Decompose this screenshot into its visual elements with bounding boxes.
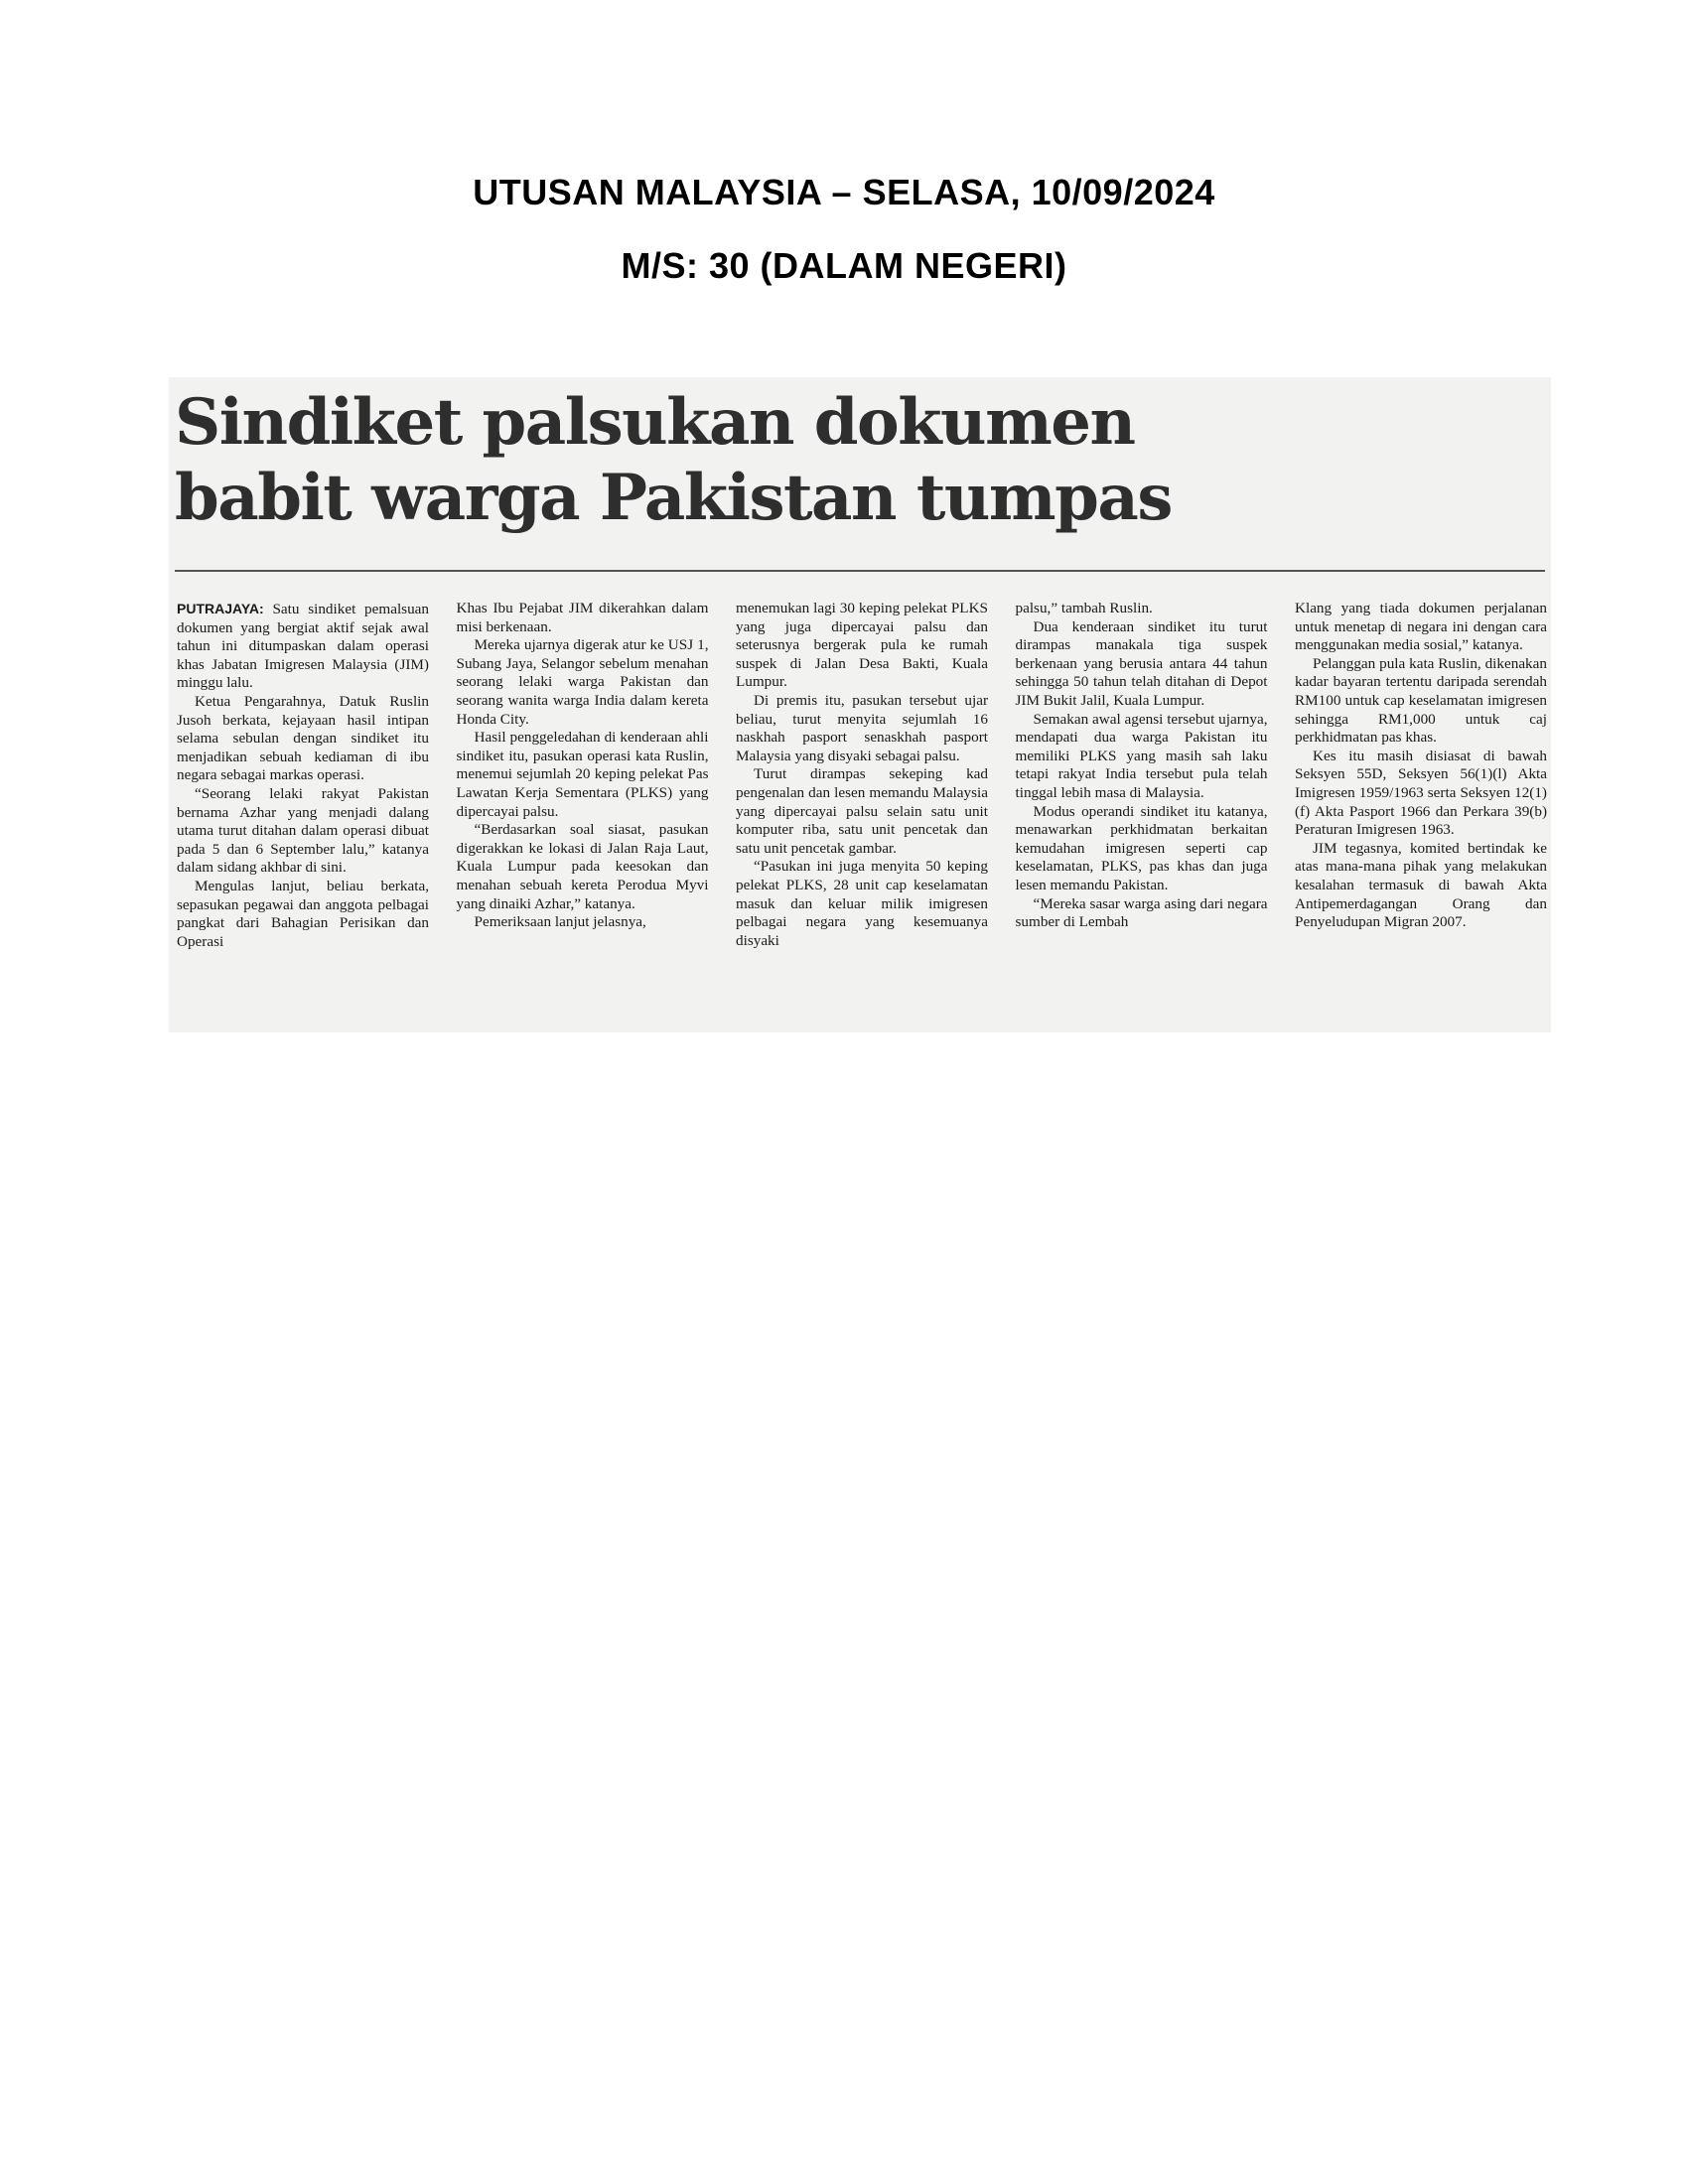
headline-line-1: Sindiket palsukan dokumen <box>175 385 1135 460</box>
article-paragraph: Dua kenderaan sindiket itu turut dirampas manakala tiga suspek berkenaan yang berusia antara 44 tahun sehingga 50 tahun telah ditahan di Depot JIM Bukit Jalil, Kuala Lumpur. <box>1015 617 1268 709</box>
article-paragraph: Klang yang tiada dokumen perjalanan untuk menetap di negara ini dengan cara menggunakan media sosial,” katanya. <box>1295 600 1547 654</box>
article-paragraph: “Pasukan ini juga menyita 50 keping pelekat PLKS, 28 unit cap keselamatan masuk dan keluar milik imigresen pelbagai negara yang kesemuanya disyaki <box>736 858 988 949</box>
article-column-1 <box>177 600 429 1017</box>
article-paragraph: Pelanggan pula kata Ruslin, dikenakan kadar bayaran tertentu daripada serendah RM100 untuk cap keselamatan imigresen sehingga RM1,000 untuk caj perkhidmatan pas khas. <box>1295 654 1547 747</box>
article-paragraph: Pemeriksaan lanjut jelasnya, <box>474 913 646 931</box>
article-paragraph: “Seorang lelaki rakyat Pakistan bernama Azhar yang menjadi dalang utama turut ditahan dalam operasi dibuat pada 5 dan 6 September lalu,” katanya dalam sidang akhbar di sini. <box>177 784 429 877</box>
article-paragraph: Khas Ibu Pejabat JIM dikerahkan dalam misi berkenaan. <box>456 600 709 635</box>
headline-divider <box>175 570 1545 572</box>
article-column-4 <box>1016 600 1268 1017</box>
article-column-3 <box>736 600 988 1017</box>
article-paragraph: Mereka ujarnya digerak atur ke USJ 1, Subang Jaya, Selangor sebelum menahan seorang lelaki warga Pakistan dan seorang wanita warga India dalam kereta Honda City. <box>456 636 709 728</box>
article-paragraph: PUTRAJAYA: Satu sindiket pemalsuan dokumen yang bergiat aktif sejak awal tahun ini ditumpaskan dalam operasi khas Jabatan Imigresen Malaysia (JIM) minggu lalu. <box>177 601 429 692</box>
article-paragraph: Ketua Pengarahnya, Datuk Ruslin Jusoh berkata, kejayaan hasil intipan selama sebulan dengan sindiket itu menjadikan sebuah kediaman di ibu negara sebagai markas operasi. <box>177 692 429 784</box>
article-column-5 <box>1295 600 1547 1017</box>
article-body <box>177 600 1547 1017</box>
article-paragraph: JIM tegasnya, komited bertindak ke atas mana-mana pihak yang melakukan kesalahan termasuk di bawah Akta Antipemerdagangan Orang dan Penyeludupan Migran 2007. <box>1295 839 1547 931</box>
article-paragraph: Semakan awal agensi tersebut ujarnya, mendapati dua warga Pakistan itu memiliki PLKS yang masih sah laku tetapi rakyat India tersebut pula telah tinggal lebih masa di Malaysia. <box>1015 710 1268 801</box>
article-paragraph: “Mereka sasar warga asing dari negara sumber di Lembah <box>1015 894 1268 931</box>
article-paragraph: Turut dirampas sekeping kad pengenalan dan lesen memandu Malaysia yang dipercayai palsu selain satu unit komputer riba, satu unit pencetak dan satu unit pencetak gambar. <box>736 765 988 857</box>
page-section-line: M/S: 30 (DALAM NEGERI) <box>621 245 1067 286</box>
publication-line: UTUSAN MALAYSIA – SELASA, 10/09/2024 <box>473 172 1215 212</box>
page-header <box>0 171 1688 318</box>
dateline: PUTRAJAYA: <box>177 601 264 616</box>
article-column-2 <box>457 600 709 1017</box>
article-paragraph: Kes itu masih disiasat di bawah Seksyen 55D, Seksyen 56(1)(l) Akta Imigresen 1959/1963 serta Seksyen 12(1)(f) Akta Pasport 1966 dan Perkara 39(b) Peraturan Imigresen 1963. <box>1295 747 1547 839</box>
article-paragraph: “Berdasarkan soal siasat, pasukan digerakkan ke lokasi di Jalan Raja Laut, Kuala Lumpur pada keesokan dan menahan sebuah kereta Perodua Myvi yang dinaiki Azhar,” katanya. <box>456 821 709 912</box>
article-headline <box>175 385 1466 536</box>
article-paragraph: Modus operandi sindiket itu katanya, menawarkan perkhidmatan berkaitan kemudahan imigresen seperti cap keselamatan, PLKS, pas khas dan juga lesen memandu Pakistan. <box>1015 802 1268 893</box>
newspaper-clipping <box>169 377 1551 1032</box>
article-paragraph: Di premis itu, pasukan tersebut ujar beliau, turut menyita sejumlah 16 naskhah pasport senaskhah pasport Malaysia yang disyaki sebagai palsu. <box>736 691 988 764</box>
article-paragraph: menemukan lagi 30 keping pelekat PLKS yang juga dipercayai palsu dan seterusnya bergerak pula ke rumah suspek di Jalan Desa Bakti, Kuala Lumpur. <box>736 600 988 691</box>
article-paragraph: Hasil penggeledahan di kenderaan ahli sindiket itu, pasukan operasi kata Ruslin, menemui sejumlah 20 keping pelekat Pas Lawatan Kerja Sementara (PLKS) yang dipercayai palsu. <box>456 729 709 820</box>
headline-line-2: babit warga Pakistan tumpas <box>175 461 1172 535</box>
article-paragraph: palsu,” tambah Ruslin. <box>1015 600 1153 616</box>
article-paragraph: Mengulas lanjut, beliau berkata, sepasukan pegawai dan anggota pelbagai pangkat dari Bahagian Perisikan dan Operasi <box>177 877 429 950</box>
